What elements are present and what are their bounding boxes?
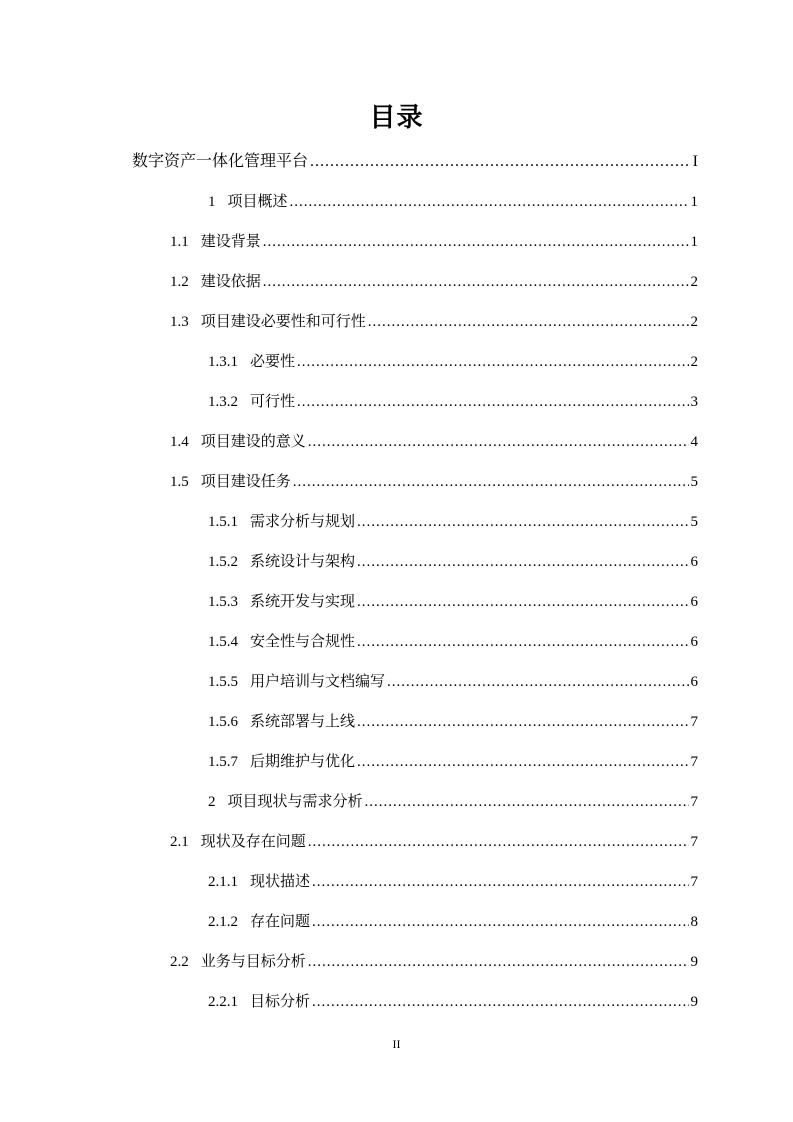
toc-dot-leader: [387, 662, 688, 702]
toc-entry-title: 可行性: [250, 394, 296, 410]
toc-dot-leader: [312, 982, 688, 1022]
toc-section-number: 1.5.2: [208, 554, 238, 570]
toc-entry-title: 需求分析与规划: [250, 514, 356, 530]
toc-entry[interactable]: [208, 662, 698, 702]
page-number-footer: II: [392, 1037, 401, 1051]
toc-entry-title: 后期维护与优化: [250, 754, 356, 770]
toc-page-number: 2: [690, 354, 698, 370]
toc-dot-leader: [308, 942, 689, 982]
toc-entry-title: 目标分析: [250, 994, 311, 1010]
toc-entry[interactable]: [208, 542, 698, 582]
toc-page-number: 6: [690, 674, 698, 690]
toc-dot-leader: [357, 742, 688, 782]
toc-entry-title: 建设依据: [200, 274, 261, 290]
toc-page-number: 7: [690, 874, 698, 890]
toc-section-number: 1.3.2: [208, 394, 238, 410]
toc-section-number: 1.5.6: [208, 714, 238, 730]
toc-entry-title: 存在问题: [250, 914, 311, 930]
toc-dot-leader: [297, 342, 688, 382]
toc-page-number: 3: [690, 394, 698, 410]
toc-entry-title: 用户培训与文档编写: [250, 674, 386, 690]
toc-page-number: 5: [690, 474, 698, 490]
toc-entry-title: 系统设计与架构: [250, 554, 356, 570]
toc-entry[interactable]: [170, 302, 698, 342]
toc-entry[interactable]: [132, 142, 698, 182]
toc-entry[interactable]: [170, 462, 698, 502]
toc-entry-title: 系统部署与上线: [250, 714, 356, 730]
toc-section-number: 1.1: [170, 234, 189, 250]
toc-entry[interactable]: [208, 862, 698, 902]
toc-entry-title: 系统开发与实现: [250, 594, 356, 610]
toc-entry[interactable]: [208, 502, 698, 542]
toc-section-number: 1.2: [170, 274, 189, 290]
toc-dot-leader: [308, 822, 689, 862]
toc-entry[interactable]: [208, 182, 698, 222]
toc-page-number: 6: [690, 554, 698, 570]
toc-entry[interactable]: [208, 902, 698, 942]
toc-entry-title: 必要性: [250, 354, 296, 370]
toc-page-number: 7: [690, 714, 698, 730]
toc-page-number: 7: [690, 754, 698, 770]
toc-entry-title: 现状描述: [250, 874, 311, 890]
toc-entry[interactable]: [170, 822, 698, 862]
toc-entry-title: 项目现状与需求分析: [227, 794, 363, 810]
toc-dot-leader: [312, 902, 688, 942]
toc-dot-leader: [357, 542, 688, 582]
toc-page-number: 1: [690, 234, 698, 250]
toc-entry[interactable]: [170, 422, 698, 462]
toc-entry[interactable]: [208, 582, 698, 622]
toc-entry[interactable]: [170, 942, 698, 982]
toc-page-number: 1: [690, 194, 698, 210]
toc-entry-title: 现状及存在问题: [200, 834, 306, 850]
toc-page-number: I: [692, 153, 698, 170]
toc-page-number: 9: [690, 994, 698, 1010]
toc-dot-leader: [293, 462, 689, 502]
toc-page-number: 2: [690, 314, 698, 330]
toc-dot-leader: [290, 182, 689, 222]
toc-entry[interactable]: [208, 702, 698, 742]
toc-section-number: 1.5.3: [208, 594, 238, 610]
toc-entry-title: 项目概述: [227, 194, 288, 210]
toc-dot-leader: [357, 502, 688, 542]
toc-entry[interactable]: [208, 982, 698, 1022]
toc-entry-title: 安全性与合规性: [250, 634, 356, 650]
toc-section-number: 1: [208, 194, 216, 210]
toc-dot-leader: [357, 702, 688, 742]
toc-page-number: 9: [690, 954, 698, 970]
toc-section-number: 1.5.1: [208, 514, 238, 530]
toc-page-number: 6: [690, 634, 698, 650]
toc-section-number: 1.5.4: [208, 634, 238, 650]
toc-section-number: 2.1: [170, 834, 189, 850]
toc-dot-leader: [297, 382, 688, 422]
toc-section-number: 2.2: [170, 954, 189, 970]
toc-page-number: 6: [690, 594, 698, 610]
toc-page-number: 2: [690, 274, 698, 290]
toc-entry-title: 建设背景: [200, 234, 261, 250]
toc-entry[interactable]: [208, 622, 698, 662]
toc-section-number: 1.3: [170, 314, 189, 330]
toc-dot-leader: [263, 262, 689, 302]
toc-dot-leader: [365, 782, 689, 822]
toc-section-number: 2.1.2: [208, 914, 238, 930]
toc-page-number: 8: [690, 914, 698, 930]
toc-entry-title: 项目建设必要性和可行性: [200, 314, 366, 330]
toc-page-number: 7: [690, 834, 698, 850]
toc-dot-leader: [357, 622, 688, 662]
toc-page-number: 4: [690, 434, 698, 450]
toc-section-number: 2.2.1: [208, 994, 238, 1010]
toc-entry[interactable]: [208, 382, 698, 422]
toc-section-number: 1.4: [170, 434, 189, 450]
toc-entry[interactable]: [208, 782, 698, 822]
toc-section-number: 1.5.5: [208, 674, 238, 690]
toc-page-number: 5: [690, 514, 698, 530]
toc-entry-title: 项目建设任务: [200, 474, 291, 490]
toc-dot-leader: [308, 422, 689, 462]
page-title: 目录: [369, 103, 424, 133]
toc-page-number: 7: [690, 794, 698, 810]
toc-dot-leader: [312, 862, 688, 902]
toc-dot-leader: [357, 582, 688, 622]
toc-entry-title: 业务与目标分析: [200, 954, 306, 970]
toc-entry-title: 数字资产一体化管理平台: [132, 153, 309, 170]
toc-section-number: 1.5: [170, 474, 189, 490]
toc-entry[interactable]: [170, 262, 698, 302]
toc-section-number: 2.1.1: [208, 874, 238, 890]
toc-entry[interactable]: [208, 342, 698, 382]
toc-section-number: 1.5.7: [208, 754, 238, 770]
toc-dot-leader: [368, 302, 689, 342]
toc-entry[interactable]: [208, 742, 698, 782]
toc-section-number: 1.3.1: [208, 354, 238, 370]
toc-dot-leader: [310, 142, 691, 182]
toc-entry[interactable]: [170, 222, 698, 262]
toc-dot-leader: [263, 222, 689, 262]
toc-entry-title: 项目建设的意义: [200, 434, 306, 450]
toc-section-number: 2: [208, 794, 216, 810]
